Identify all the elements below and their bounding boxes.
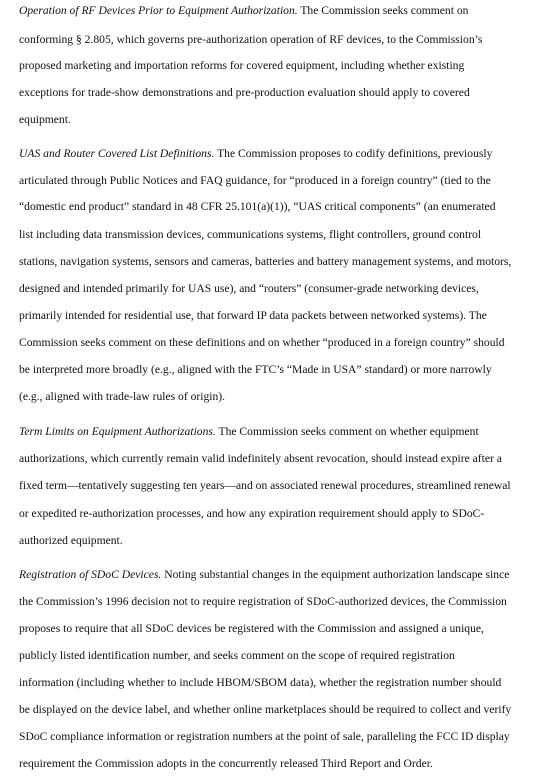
paragraph-line: proposes to require that all SDoC devices be registered with the Commission and assigned a unique, xyxy=(19,622,484,635)
paragraph-line: list including data transmission devices, communications systems, flight controllers, ground control xyxy=(19,228,482,241)
paragraph-line: Commission seeks comment on these definitions and on whether “produced in a foreign country” should xyxy=(19,336,505,349)
paragraph-line: equipment. xyxy=(19,113,71,126)
paragraph-line: be displayed on the device label, and whether online marketplaces should be required to collect and verify xyxy=(19,703,512,716)
paragraph-line xyxy=(19,4,531,18)
paragraph-line: SDoC compliance information or registration numbers at the point of sale, paralleling the FCC ID display xyxy=(19,730,510,743)
paragraph-line: “domestic end product” standard in 48 CFR 25.101(a)(1)), “UAS critical components” (an enumerated xyxy=(19,200,496,213)
paragraph-line: conforming § 2.805, which governs pre-authorization operation of RF devices, to the Commission’s xyxy=(19,33,483,46)
paragraph-line: authorizations, which currently remain valid indefinitely absent revocation, should instead expire after a xyxy=(19,452,502,465)
section-heading: Registration of SDoC Devices. xyxy=(19,568,162,581)
paragraph-line: articulated through Public Notices and FAQ guidance, for “produced in a foreign country” (tied to the xyxy=(19,174,491,187)
paragraph-line: exceptions for trade-show demonstrations and pre-production evaluation should apply to covered xyxy=(19,86,470,99)
section-heading: UAS and Router Covered List Definitions. xyxy=(19,147,215,160)
paragraph-line: information (including whether to include HBOM/SBOM data), whether the registration number should xyxy=(19,676,502,689)
paragraph-line: the Commission’s 1996 decision not to require registration of SDoC-authorized devices, the Commission xyxy=(19,595,507,608)
paragraph-line: be interpreted more broadly (e.g., aligned with the FTC’s “Made in USA” standard) or more narrowly xyxy=(19,363,492,376)
paragraph-text: The Commission seeks comment on whether equipment xyxy=(215,425,479,438)
paragraph-line: proposed marketing and importation reforms for covered equipment, including whether existing xyxy=(19,59,465,72)
paragraph-line: primarily intended for residential use, that forward IP data packets between networked systems). The xyxy=(19,309,487,322)
paragraph-line xyxy=(19,425,531,439)
paragraph-line xyxy=(19,147,531,161)
paragraph-line: designed and intended primarily for UAS use), and “routers” (consumer-grade networking devices, xyxy=(19,282,479,295)
section-heading: Operation of RF Devices Prior to Equipment Authorization. xyxy=(19,4,298,17)
paragraph-line: publicly listed identification number, and seeks comment on the scope of required registration xyxy=(19,649,455,662)
paragraph-text: The Commission seeks comment on xyxy=(297,4,469,17)
paragraph-line: (e.g., aligned with trade-law rules of origin). xyxy=(19,390,226,403)
paragraph-line xyxy=(19,568,531,582)
section-heading: Term Limits on Equipment Authorizations. xyxy=(19,425,216,438)
paragraph-line: or expedited re-authorization processes, and how any expiration requirement should apply to SDoC- xyxy=(19,507,485,520)
paragraph-text: The Commission proposes to codify definitions, previously xyxy=(214,147,493,160)
paragraph-text: Noting substantial changes in the equipment authorization landscape since xyxy=(161,568,510,581)
paragraph-line: stations, navigation systems, sensors and cameras, batteries and battery management systems, and motors, xyxy=(19,255,512,268)
paragraph-line: authorized equipment. xyxy=(19,534,123,547)
paragraph-line: requirement the Commission adopts in the concurrently released Third Report and Order. xyxy=(19,757,433,770)
paragraph-line: fixed term—tentatively suggesting ten years—and on associated renewal procedures, streamlined renewal xyxy=(19,479,511,492)
